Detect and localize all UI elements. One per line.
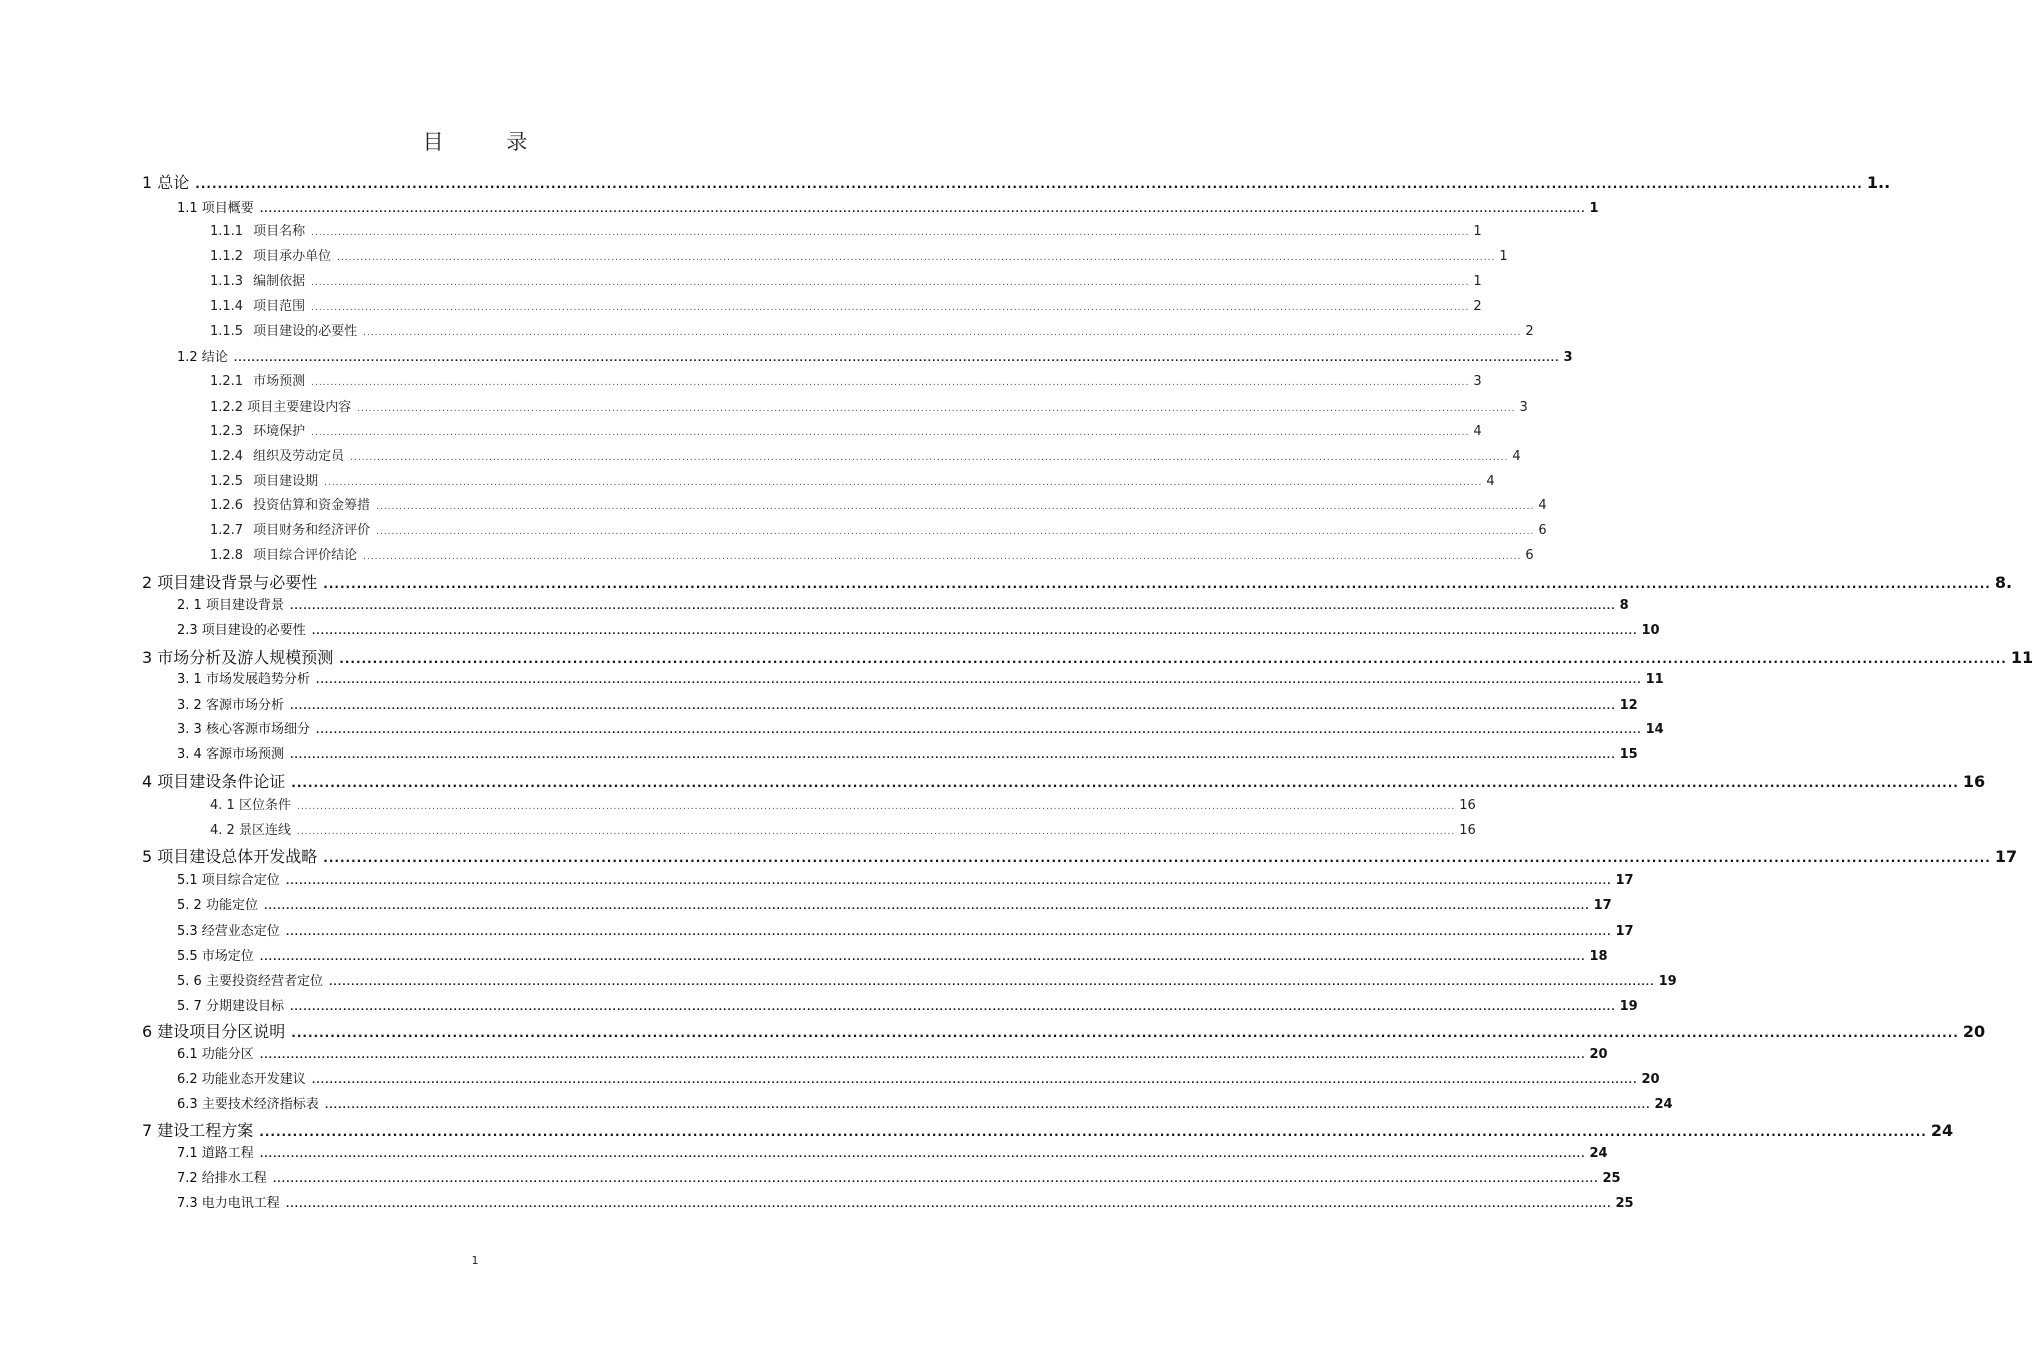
toc-entry-page: 1	[1589, 201, 1599, 216]
toc-entry-page: 3	[1563, 350, 1573, 365]
toc-entry[interactable]	[142, 769, 1986, 791]
toc-entry-label	[177, 694, 284, 713]
toc-entry-text: 1 总论	[142, 173, 190, 192]
toc-leader-dots: ............................................................................................................................................................................................................................................................................................................	[323, 577, 1991, 591]
toc-leader-dots: ............................................................................................................................................................................................................................................................................................................	[323, 851, 1991, 865]
toc-entry-label	[210, 794, 291, 813]
toc-entry-text: 环境保护	[253, 424, 306, 439]
toc-entry-page: 24	[1654, 1097, 1673, 1112]
toc-entry-label	[142, 170, 189, 193]
toc-entry-page: 19	[1619, 999, 1638, 1014]
toc-entry-text: 项目承办单位	[253, 249, 332, 264]
toc-leader-dots: ............................................................................................................................................................................................................................................................................................................	[285, 928, 1612, 938]
toc-leader-dots: ............................................................................................................................................................................................................................................................................................................	[324, 478, 1483, 488]
toc-leader-dots: ............................................................................................................................................................................................................................................................................................................	[296, 802, 1456, 812]
toc-leader-dots: ............................................................................................................................................................................................................................................................................................................	[311, 1076, 1638, 1086]
toc-entry-page: 11	[1645, 672, 1664, 687]
toc-entry-text: 6.2 功能业态开发建议	[177, 1072, 306, 1087]
toc-entry-label	[142, 645, 333, 668]
toc-entry-page: 17	[1615, 873, 1634, 888]
toc-entry[interactable]	[210, 245, 1508, 267]
toc-entry-text: 5. 6 主要投资经营者定位	[177, 974, 323, 989]
toc-entry[interactable]	[210, 819, 1476, 841]
toc-leader-dots: ............................................................................................................................................................................................................................................................................................................	[263, 902, 1590, 912]
toc-entry-text: 7.1 道路工程	[177, 1146, 254, 1161]
toc-entry[interactable]	[177, 594, 1629, 616]
toc-entry[interactable]	[177, 970, 1677, 992]
toc-leader-dots: ............................................................................................................................................................................................................................................................................................................	[311, 278, 1470, 288]
toc-entry-text: 1.2 结论	[177, 350, 228, 365]
toc-entry-label	[177, 346, 228, 365]
toc-entry[interactable]	[142, 844, 2018, 866]
toc-entry-text: 3. 4 客源市场预测	[177, 747, 284, 762]
toc-leader-dots: ............................................................................................................................................................................................................................................................................................................	[363, 328, 1522, 338]
toc-entry-label	[177, 945, 254, 964]
toc-entry-label	[177, 743, 284, 762]
toc-entry-page: 24	[1589, 1146, 1608, 1161]
toc-entry-number: 1.2.5	[210, 474, 244, 489]
toc-entry[interactable]	[177, 346, 1573, 368]
toc-entry-page: 16	[1962, 772, 1986, 791]
toc-entry[interactable]	[177, 1142, 1608, 1164]
toc-entry[interactable]	[210, 270, 1482, 292]
toc-entry-text: 4 项目建设条件论证	[142, 772, 286, 791]
toc-entry-text: 项目建设期	[253, 474, 319, 489]
toc-leader-dots: ............................................................................................................................................................................................................................................................................................................	[289, 751, 1616, 761]
toc-leader-dots: ............................................................................................................................................................................................................................................................................................................	[324, 1101, 1651, 1111]
toc-entry-label	[177, 869, 280, 888]
toc-entry-page: 4	[1512, 449, 1521, 464]
toc-entry-label	[142, 1118, 253, 1141]
toc-leader-dots: ............................................................................................................................................................................................................................................................................................................	[311, 228, 1470, 238]
toc-entry[interactable]	[177, 869, 1634, 891]
toc-entry-text: 项目名称	[253, 224, 306, 239]
toc-entry-page: 1	[1473, 274, 1482, 289]
toc-entry-label	[177, 619, 306, 638]
toc-leader-dots: ............................................................................................................................................................................................................................................................................................................	[259, 205, 1586, 215]
toc-entry-label	[210, 519, 370, 538]
toc-entry-page: 17	[1994, 847, 2018, 866]
toc-entry-page: 8	[1619, 598, 1629, 613]
toc-leader-dots: ............................................................................................................................................................................................................................................................................................................	[259, 1150, 1586, 1160]
toc-entry[interactable]	[210, 494, 1547, 516]
toc-entry-label	[142, 844, 317, 867]
toc-entry-label	[177, 1043, 254, 1062]
toc-entry[interactable]	[177, 1093, 1673, 1115]
toc-entry-page: 17	[1593, 898, 1612, 913]
toc-entry-page: 20	[1589, 1047, 1608, 1062]
toc-leader-dots: ............................................................................................................................................................................................................................................................................................................	[350, 453, 1509, 463]
toc-entry-page: 16	[1459, 823, 1476, 838]
toc-entry-label	[177, 1167, 267, 1186]
toc-entry-text: 7 建设工程方案	[142, 1121, 254, 1140]
toc-entry[interactable]	[177, 1192, 1634, 1214]
toc-entry-text: 2. 1 项目建设背景	[177, 598, 284, 613]
toc-entry-text: 7.2 给排水工程	[177, 1171, 267, 1186]
toc-entry-text: 项目综合评价结论	[253, 548, 358, 563]
toc-entry[interactable]	[210, 295, 1482, 317]
toc-entry-page: 1	[1473, 224, 1482, 239]
toc-entry-number: 1.2.1	[210, 374, 244, 389]
toc-entry[interactable]	[142, 570, 2013, 592]
toc-leader-dots: ............................................................................................................................................................................................................................................................................................................	[328, 978, 1655, 988]
toc-entry-text: 投资估算和资金筹措	[253, 498, 371, 513]
toc-entry[interactable]	[177, 1043, 1608, 1065]
toc-entry-label	[210, 370, 305, 389]
toc-entry-number: 1.1.5	[210, 324, 244, 339]
toc-leader-dots: ............................................................................................................................................................................................................................................................................................................	[311, 627, 1638, 637]
toc-entry[interactable]	[177, 694, 1638, 716]
toc-entry-text: 5 项目建设总体开发战略	[142, 847, 318, 866]
toc-entry-page: 25	[1602, 1171, 1621, 1186]
toc-leader-dots: ............................................................................................................................................................................................................................................................................................................	[195, 177, 1863, 191]
toc-entry-label	[177, 1093, 319, 1112]
toc-leader-dots: ............................................................................................................................................................................................................................................................................................................	[376, 502, 1535, 512]
toc-leader-dots: ............................................................................................................................................................................................................................................................................................................	[259, 953, 1586, 963]
toc-entry-page: 10	[1641, 623, 1660, 638]
toc-entry[interactable]	[177, 1167, 1621, 1189]
toc-entry[interactable]	[210, 519, 1547, 541]
toc-entry-label	[177, 718, 310, 737]
toc-entry-text: 编制依据	[253, 274, 306, 289]
toc-leader-dots: ............................................................................................................................................................................................................................................................................................................	[259, 1051, 1586, 1061]
toc-entry-label	[210, 470, 318, 489]
toc-leader-dots: ............................................................................................................................................................................................................................................................................................................	[272, 1175, 1599, 1185]
toc-entry-label	[177, 668, 310, 687]
toc-entry[interactable]	[177, 995, 1638, 1017]
toc-entry-page: 1	[1499, 249, 1508, 264]
toc-entry-page: 4	[1473, 424, 1482, 439]
toc-entry[interactable]	[210, 470, 1495, 492]
toc-entry[interactable]	[177, 894, 1612, 916]
toc-entry-label	[210, 320, 357, 339]
toc-entry-text: 5.5 市场定位	[177, 949, 254, 964]
toc-entry[interactable]	[177, 945, 1608, 967]
toc-entry-label	[142, 1019, 285, 1042]
toc-entry-text: 2 项目建设背景与必要性	[142, 573, 318, 592]
toc-entry[interactable]	[210, 420, 1482, 442]
toc-leader-dots: ............................................................................................................................................................................................................................................................................................................	[315, 676, 1642, 686]
toc-entry-text: 2.3 项目建设的必要性	[177, 623, 306, 638]
toc-entry-page: 2	[1525, 324, 1534, 339]
toc-entry[interactable]	[210, 370, 1482, 392]
toc-leader-dots: ............................................................................................................................................................................................................................................................................................................	[289, 702, 1616, 712]
toc-entry-text: 3. 2 客源市场分析	[177, 698, 284, 713]
toc-leader-dots: ............................................................................................................................................................................................................................................................................................................	[315, 726, 1642, 736]
toc-entry-page: 19	[1658, 974, 1677, 989]
toc-entry-label	[210, 445, 344, 464]
toc-entry-number: 1.2.3	[210, 424, 244, 439]
toc-entry-text: 3. 1 市场发展趋势分析	[177, 672, 310, 687]
toc-leader-dots: ............................................................................................................................................................................................................................................................................................................	[376, 527, 1535, 537]
toc-entry[interactable]	[177, 1068, 1660, 1090]
toc-entry[interactable]	[177, 743, 1638, 765]
toc-entry[interactable]	[177, 668, 1664, 690]
toc-entry-text: 6.3 主要技术经济指标表	[177, 1097, 319, 1112]
toc-leader-dots: ............................................................................................................................................................................................................................................................................................................	[363, 552, 1522, 562]
toc-entry-page: 11	[2010, 648, 2033, 667]
toc-entry[interactable]	[177, 197, 1599, 219]
toc-entry[interactable]	[210, 794, 1476, 816]
toc-leader-dots: ............................................................................................................................................................................................................................................................................................................	[357, 404, 1516, 414]
toc-entry[interactable]	[210, 544, 1534, 566]
toc-entry-page: 3	[1519, 400, 1528, 415]
toc-entry-label	[177, 197, 254, 216]
toc-entry[interactable]	[142, 170, 1891, 192]
toc-entry-page: 16	[1459, 798, 1476, 813]
toc-entry[interactable]	[210, 396, 1528, 418]
toc-entry-text: 5. 7 分期建设目标	[177, 999, 284, 1014]
toc-leader-dots: ............................................................................................................................................................................................................................................................................................................	[285, 1200, 1612, 1210]
toc-entry[interactable]	[210, 220, 1482, 242]
toc-entry[interactable]	[177, 718, 1664, 740]
toc-entry-text: 6 建设项目分区说明	[142, 1022, 286, 1041]
toc-entry-page: 8.	[1994, 573, 2013, 592]
toc-entry-number: 1.1.1	[210, 224, 244, 239]
toc-entry-label	[210, 420, 305, 439]
toc-entry[interactable]	[210, 445, 1521, 467]
toc-entry-label	[210, 220, 305, 239]
toc-entry-label	[177, 894, 258, 913]
toc-entry-page: 6	[1538, 523, 1547, 538]
toc-entry-number: 1.2.7	[210, 523, 244, 538]
toc-entry-label	[210, 295, 305, 314]
toc-leader-dots: ............................................................................................................................................................................................................................................................................................................	[259, 1125, 1927, 1139]
toc-entry[interactable]	[177, 619, 1660, 641]
toc-entry-number: 1.1.2	[210, 249, 244, 264]
toc-entry-text: 5. 2 功能定位	[177, 898, 258, 913]
toc-entry-label	[177, 920, 280, 939]
toc-entry-text: 7.3 电力电讯工程	[177, 1196, 280, 1211]
toc-entry-text: 4. 2 景区连线	[210, 823, 291, 838]
toc-leader-dots: ............................................................................................................................................................................................................................................................................................................	[311, 303, 1470, 313]
toc-leader-dots: ............................................................................................................................................................................................................................................................................................................	[311, 428, 1470, 438]
toc-entry-number: 1.1.4	[210, 299, 244, 314]
toc-entry-page: 20	[1962, 1022, 1986, 1041]
toc-entry-text: 项目财务和经济评价	[253, 523, 371, 538]
toc-entry-label	[210, 245, 331, 264]
toc-entry-number: 1.2.6	[210, 498, 244, 513]
toc-entry-text: 市场预测	[253, 374, 306, 389]
toc-entry-label	[142, 570, 317, 593]
toc-entry-page: 4	[1486, 474, 1495, 489]
toc-entry-label	[210, 396, 351, 415]
toc-entry[interactable]	[142, 1019, 1986, 1041]
toc-leader-dots: ............................................................................................................................................................................................................................................................................................................	[311, 378, 1470, 388]
toc-entry-text: 1.2.2 项目主要建设内容	[210, 400, 352, 415]
toc-entry-text: 6.1 功能分区	[177, 1047, 254, 1062]
toc-leader-dots: ............................................................................................................................................................................................................................................................................................................	[296, 827, 1456, 837]
page-number: 1	[471, 1254, 479, 1267]
toc-entry-page: 12	[1619, 698, 1638, 713]
toc-leader-dots: ............................................................................................................................................................................................................................................................................................................	[289, 1003, 1616, 1013]
toc-entry-label	[177, 1192, 280, 1211]
toc-entry[interactable]	[210, 320, 1534, 342]
toc-entry-page: 3	[1473, 374, 1482, 389]
toc-entry-label	[210, 270, 305, 289]
toc-entry[interactable]	[177, 920, 1634, 942]
toc-entry-label	[210, 544, 357, 563]
toc-leader-dots: ............................................................................................................................................................................................................................................................................................................	[291, 1026, 1959, 1040]
toc-entry-number: 1.2.8	[210, 548, 244, 563]
toc-entry-page: 25	[1615, 1196, 1634, 1211]
page-title: 目 录	[422, 130, 556, 154]
toc-entry-text: 5.1 项目综合定位	[177, 873, 280, 888]
toc-entry-page: 14	[1645, 722, 1664, 737]
toc-entry-page: 20	[1641, 1072, 1660, 1087]
toc-entry-page: 2	[1473, 299, 1482, 314]
toc-entry-text: 5.3 经营业态定位	[177, 924, 280, 939]
toc-entry-text: 项目建设的必要性	[253, 324, 358, 339]
toc-leader-dots: ............................................................................................................................................................................................................................................................................................................	[289, 602, 1616, 612]
toc-entry-page: 18	[1589, 949, 1608, 964]
toc-leader-dots: ............................................................................................................................................................................................................................................................................................................	[291, 776, 1959, 790]
toc-entry-label	[177, 970, 323, 989]
toc-entry-label	[177, 1068, 306, 1087]
toc-leader-dots: ............................................................................................................................................................................................................................................................................................................	[285, 877, 1612, 887]
toc-entry-text: 4. 1 区位条件	[210, 798, 291, 813]
toc-entry-text: 组织及劳动定员	[253, 449, 345, 464]
toc-entry-number: 1.1.3	[210, 274, 244, 289]
toc-entry-label	[210, 494, 370, 513]
toc-entry-page: 17	[1615, 924, 1634, 939]
toc-entry-page: 24	[1930, 1121, 1954, 1140]
toc-entry-page: 15	[1619, 747, 1638, 762]
toc-entry-label	[177, 594, 284, 613]
toc-entry-text: 3. 3 核心客源市场细分	[177, 722, 310, 737]
toc-entry-page: 4	[1538, 498, 1547, 513]
toc-entry-page: 6	[1525, 548, 1534, 563]
toc-leader-dots: ............................................................................................................................................................................................................................................................................................................	[339, 652, 2007, 666]
toc-entry[interactable]	[142, 645, 2033, 667]
toc-entry-page: 1..	[1866, 173, 1891, 192]
toc-entry-text: 1.1 项目概要	[177, 201, 254, 216]
toc-entry-label	[177, 1142, 254, 1161]
toc-entry-text: 3 市场分析及游人规模预测	[142, 648, 334, 667]
toc-leader-dots: ............................................................................................................................................................................................................................................................................................................	[233, 354, 1560, 364]
toc-entry-number: 1.2.4	[210, 449, 244, 464]
toc-entry[interactable]	[142, 1118, 1954, 1140]
toc-entry-label	[210, 819, 291, 838]
toc-entry-text: 项目范围	[253, 299, 306, 314]
toc-entry-label	[142, 769, 285, 792]
toc-leader-dots: ............................................................................................................................................................................................................................................................................................................	[337, 253, 1496, 263]
toc-entry-label	[177, 995, 284, 1014]
